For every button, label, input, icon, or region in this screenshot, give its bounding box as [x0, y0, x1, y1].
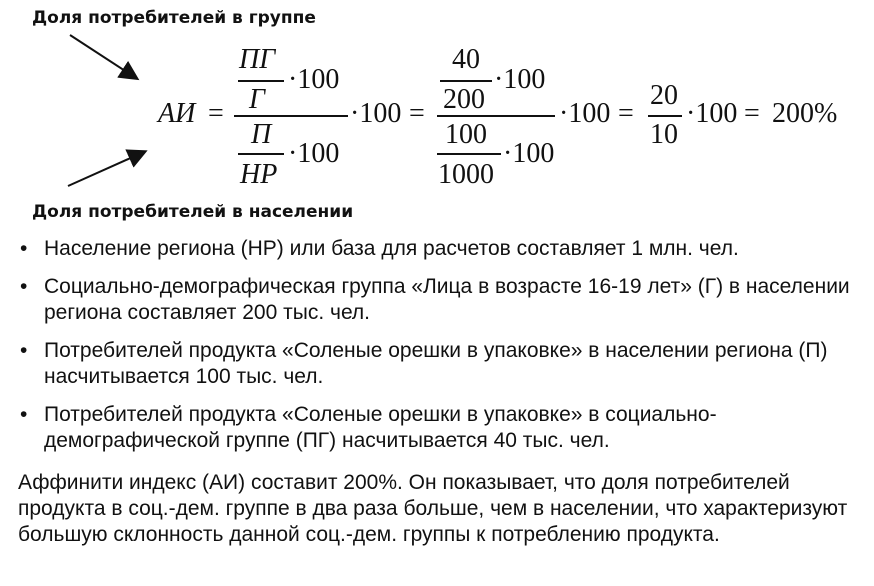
formula-eq-1: = — [208, 98, 224, 129]
list-item: • Потребителей продукта «Соленые орешки в упаковке» в социально-демографической группе (ПГ) насчитывается 40 тыс. чел. — [20, 403, 717, 452]
formula-lhs: АИ — [158, 98, 196, 129]
frac-line-main-numeric — [437, 115, 555, 117]
bullet-icon: • — [20, 403, 28, 426]
frac-line-main-symbolic — [234, 115, 348, 117]
label-group-share: Доля потребителей в группе — [32, 8, 316, 28]
summary-paragraph: Аффинити индекс (АИ) составит 200%. Он показывает, что доля потребителей продукта в соц.-дем. группе в два раза больше, чем в населении, что характеризуют большую склонность данной соц.-дем. группы к потреблению продукта. — [18, 471, 848, 546]
formula-s-num: 20 — [650, 80, 678, 111]
formula-v-n-num: 40 — [452, 44, 480, 75]
arrow-to-numerator-icon — [70, 35, 136, 78]
list-item: • Население региона (НР) или база для расчетов составляет 1 млн. чел. — [20, 237, 739, 260]
bullet-icon: • — [20, 237, 28, 260]
formula-mul-3: ·100 — [686, 98, 738, 129]
frac-line-s — [648, 115, 682, 117]
formula-v-d-num: 100 — [445, 119, 487, 150]
list-item: • Потребителей продукта «Соленые орешки в упаковке» в населении региона (П) насчитывается 100 тыс. чел. — [20, 339, 828, 388]
bullet-list — [18, 236, 858, 466]
frac-line-v-d — [437, 153, 501, 155]
formula-v-n-mul: ·100 — [494, 64, 546, 95]
formula-eq-4: = — [744, 98, 760, 129]
bullet-icon: • — [20, 339, 28, 362]
arrow-to-denominator-icon — [68, 152, 144, 186]
formula-s-den: 10 — [650, 119, 678, 150]
formula-v-n-den: 200 — [443, 84, 485, 115]
formula-v-d-den: 1000 — [438, 159, 494, 190]
formula-n-mul: ·100 — [288, 64, 340, 95]
formula-mul-1: ·100 — [350, 98, 402, 129]
frac-line-n — [238, 80, 284, 82]
frac-line-v-n — [440, 80, 492, 82]
bullet-icon: • — [20, 275, 28, 298]
formula-n-num: ПГ — [239, 44, 276, 75]
formula-n-den: Г — [249, 84, 265, 115]
label-population-share: Доля потребителей в населении — [32, 202, 354, 222]
formula-v-d-mul: ·100 — [503, 138, 555, 169]
list-item: • Социально-демографическая группа «Лица в возрасте 16-19 лет» (Г) в населении региона составляет 200 тыс. чел. — [20, 275, 850, 324]
formula-d-num: П — [251, 119, 272, 150]
frac-line-d — [238, 153, 284, 155]
formula-d-den: НР — [240, 159, 278, 190]
formula-result: 200% — [772, 98, 838, 129]
formula-mul-2: ·100 — [559, 98, 611, 129]
formula-eq-2: = — [409, 98, 425, 129]
formula-d-mul: ·100 — [288, 138, 340, 169]
formula-eq-3: = — [618, 98, 634, 129]
